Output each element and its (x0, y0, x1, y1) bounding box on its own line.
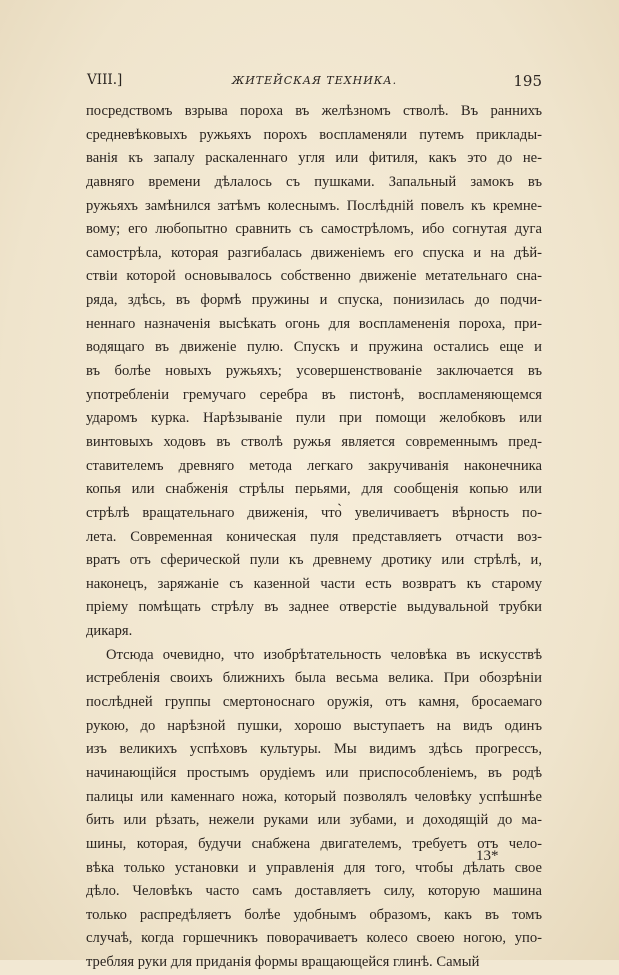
text-line: ствіи которой основывалось собственно движеніе метательнаго сна- (86, 268, 542, 285)
paragraph-2 (86, 644, 542, 975)
text-line: ряда, здѣсь, въ формѣ пружины и спуска, понизилась до подчи- (86, 292, 542, 309)
body-text (86, 100, 542, 975)
text-line: давняго времени дѣлалось съ пушками. Запальный замокъ въ (86, 173, 542, 190)
text-line: наконецъ, заряжаніе съ казенной части есть возвратъ къ старому (86, 575, 542, 592)
text-line: пріему помѣщать стрѣлу въ заднее отверстіе выдувальной трубки (86, 599, 542, 616)
text-line: вому; его любопытно сравнить съ самострѣломъ, ибо согнутая дуга (86, 221, 542, 238)
text-line: водящаго въ движеніе пулю. Спускъ и пружина остались еще и (86, 339, 542, 356)
text-line: изъ великихъ успѣховъ культуры. Мы видимъ здѣсь прогрессъ, (86, 741, 542, 758)
text-line: употребленіи гремучаго серебра въ пистонѣ, воспламеняющемся (86, 386, 542, 403)
text-line: самострѣла, которая разгибалась движеніемъ его спуска и на дѣй- (86, 244, 542, 261)
text-line: ружьяхъ замѣнился затѣмъ колеснымъ. Послѣдній повелъ къ кремне- (86, 197, 542, 214)
text-line: вѣка только установки и управленія для того, чтобы дѣлать свое (86, 859, 542, 876)
page-number: 195 (513, 72, 542, 90)
text-line: вратъ отъ сферической пули къ древнему дротику или стрѣлѣ, и, (86, 552, 542, 569)
text-line: случаѣ, когда горшечникъ поворачиваетъ колесо своею ногою, упо- (86, 930, 542, 947)
text-line: начинающійся простымъ орудіемъ или приспособленіемъ, въ родѣ (86, 764, 542, 781)
text-line: истребленія своихъ ближнихъ была весьма велика. При обозрѣніи (86, 670, 542, 687)
text-line: Отсюда очевидно, что изобрѣтательность человѣка въ искусствѣ (106, 646, 542, 663)
text-line: лета. Современная коническая пуля представляетъ отчасти воз- (86, 528, 542, 545)
text-line: посредствомъ взрыва пороха въ желѣзномъ стволѣ. Въ раннихъ (86, 103, 542, 119)
text-line: неннаго назначенія высѣкать огонь для воспламененія пороха, при- (86, 315, 542, 332)
text-line: ставителемъ древняго метода легкаго закручиванія наконечника (86, 457, 542, 474)
text-line: въ болѣе новыхъ ружьяхъ; усовершенствованіе заключается въ (86, 363, 542, 380)
text-line: ванія къ запалу раскаленнаго угля или фитиля, какъ это до не- (86, 150, 542, 167)
text-line: требляя руки для приданія формы вращающейся глинѣ. Самый (86, 954, 480, 971)
text-line: средневѣковыхъ ружьяхъ порохъ воспламеняли путемъ приклады- (86, 126, 542, 143)
text-line: послѣдней группы смертоноснаго оружія, отъ камня, бросаемаго (86, 694, 542, 711)
text-line: винтовыхъ ходовъ въ стволѣ ружья является современнымъ пред- (86, 433, 542, 450)
signature-mark: 13* (476, 848, 499, 864)
text-line: стрѣлѣ вращательнаго движенія, что̀ увеличиваетъ вѣрность по- (86, 504, 542, 521)
text-line: рукою, до нарѣзной пушки, хорошо выступаетъ на видъ одинъ (86, 717, 542, 734)
running-header (87, 72, 542, 94)
text-line: копья или снабженія стрѣлы перьями, для сообщенія копью или (86, 481, 542, 498)
text-line: ударомъ курка. Нарѣзываніе пули при помощи желобковъ или (86, 410, 542, 427)
text-line: бить или рѣзать, нежели руками или зубами, и доходящій до ма- (86, 812, 542, 829)
running-title: ЖИТЕЙСКАЯ ТЕХНИКА. (231, 74, 398, 87)
paragraph-1 (86, 100, 542, 644)
text-line: дикаря. (86, 623, 133, 640)
text-line: шины, которая, будучи снабжена двигателемъ, требуетъ отъ чело- (86, 835, 542, 852)
chapter-number: VIII.] (87, 72, 123, 88)
text-line: только распредѣляетъ болѣе удобнымъ образомъ, какъ въ томъ (86, 906, 542, 923)
text-line: дѣло. Человѣкъ часто самъ доставляетъ силу, которую машина (86, 883, 542, 900)
text-line: палицы или каменнаго ножа, который позволялъ человѣку успѣшнѣе (86, 788, 542, 805)
